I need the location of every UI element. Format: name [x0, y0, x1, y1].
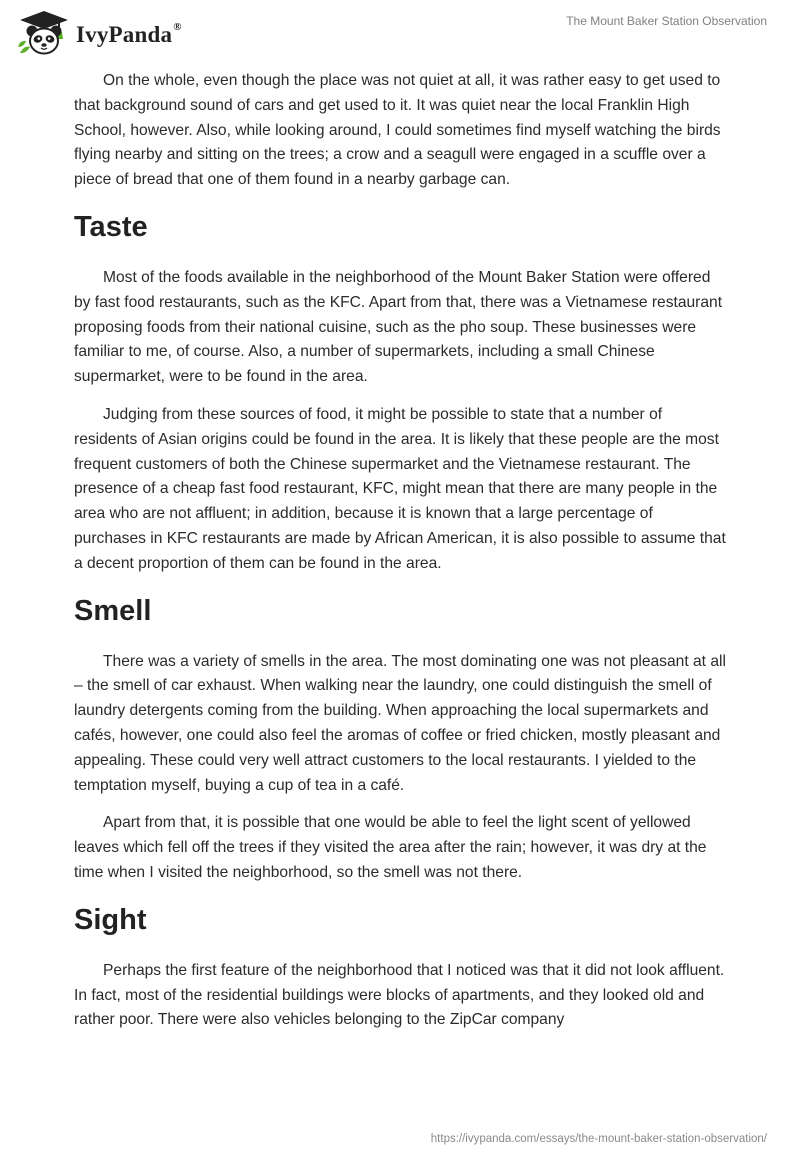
paragraph-smell-1: There was a variety of smells in the area. The most dominating one was not pleasant at all – the smell of car exhaust. When walking near the laundry, one could distinguish the smell of laundry detergents coming from the building. When approaching the local supermarkets and cafés, however, one could also feel the aromas of coffee or fried chicken, mostly pleasant and appealing. These could very well attract customers to the local restaurants. I yielded to the temptation myself, buying a cup of tea in a café.	[74, 652, 726, 794]
ivypanda-logo[interactable]	[14, 9, 182, 57]
heading-smell: Smell	[74, 594, 152, 627]
panda-graduation-cap-icon	[14, 9, 74, 57]
paragraph-smell-2: Apart from that, it is possible that one would be able to feel the light scent of yellowed leaves which fell off the trees if they visited the area after the rain; however, it was dry at the time when I visited the neighborhood, so the smell was not there.	[74, 814, 707, 881]
brand-name	[76, 22, 182, 48]
paragraph-sight-1: Perhaps the first feature of the neighborhood that I noticed was that it did not look affluent. In fact, most of the residential buildings were blocks of apartments, and they looked old and rather poor. There were also vehicles belonging to the ZipCar company	[74, 961, 725, 1029]
heading-taste: Taste	[74, 210, 148, 243]
paragraph-hearing-end: On the whole, even though the place was not quiet at all, it was rather easy to get used to that background sound of cars and get used to it. It was quiet near the local Franklin High School, however. Also, while looking around, I could sometimes find myself watching the birds flying nearby and sitting on the trees; a crow and a seagull were engaged in a scuffle over a piece of bread that one of them found in a nearby garbage can.	[74, 72, 721, 189]
registered-mark: ®	[173, 21, 182, 34]
page-header	[0, 0, 800, 64]
brand-name-text: IvyPanda	[76, 22, 173, 47]
heading-sight: Sight	[74, 903, 147, 936]
paragraph-taste-1: Most of the foods available in the neighborhood of the Mount Baker Station were offered by fast food restaurants, such as the KFC. Apart from that, there was a Vietnamese restaurant proposing foods from their national cuisine, such as the pho soup. These businesses were familiar to me, of course. Also, a number of supermarkets, including a small Chinese supermarket, were to be found in the area.	[74, 268, 723, 386]
paragraph-taste-2: Judging from these sources of food, it might be possible to state that a number of residents of Asian origins could be found in the area. It is likely that these people are the most frequent customers of both the Chinese supermarket and the Vietnamese restaurant. The presence of a cheap fast food restaurant, KFC, might mean that there are many people in the area who are not affluent; in addition, because it is known that a large percentage of purchases in KFC restaurants are made by African American, it is also possible to assume that a decent proportion of them can be found in the area.	[74, 405, 726, 572]
page-title: The Mount Baker Station Observation	[566, 14, 767, 28]
footer-url[interactable]: https://ivypanda.com/essays/the-mount-baker-station-observation/	[430, 1133, 767, 1145]
essay-body	[74, 69, 726, 1046]
